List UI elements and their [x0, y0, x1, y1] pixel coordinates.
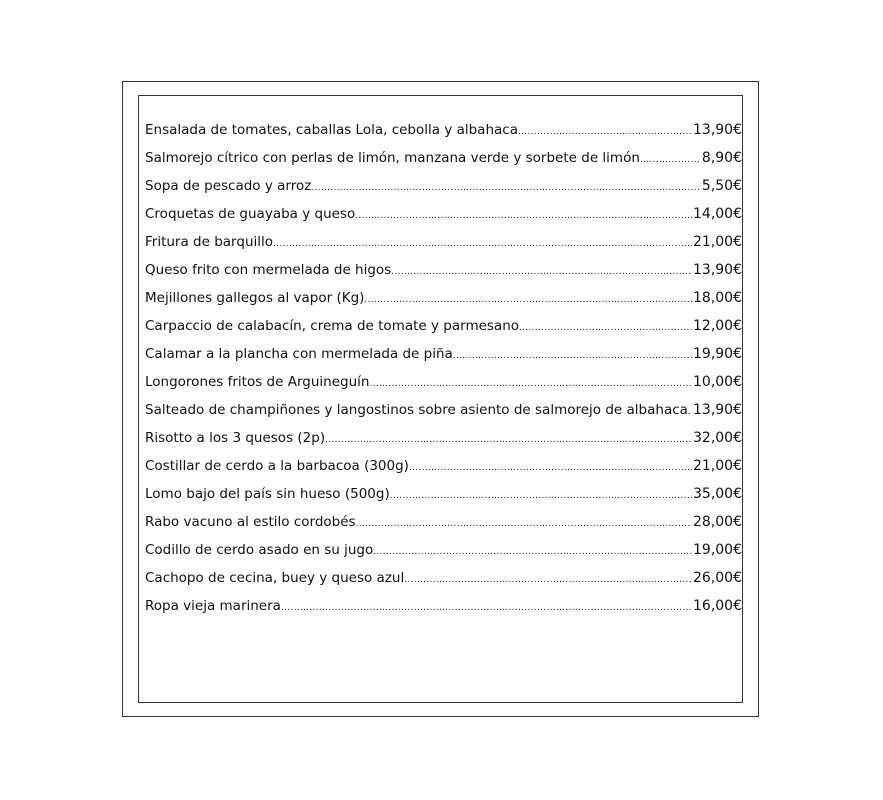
menu-item-name: Salmorejo cítrico con perlas de limón, manzana verde y sorbete de limón	[145, 150, 640, 166]
dot-leader	[369, 379, 692, 389]
menu-item-name: Salteado de champiñones y langostinos sobre asiento de salmorejo de albahaca	[145, 402, 688, 418]
dot-leader	[404, 575, 692, 585]
menu-item-name: Risotto a los 3 quesos (2p)	[145, 430, 326, 446]
menu-item	[145, 598, 742, 626]
menu-item-name: Sopa de pescado y arroz	[145, 178, 312, 194]
menu-item-price: 5,50€	[701, 178, 742, 194]
menu-item-name: Fritura de barquillo	[145, 234, 274, 250]
menu-item	[145, 290, 742, 318]
menu-item-price: 8,90€	[701, 150, 742, 166]
dot-leader	[325, 435, 692, 445]
menu-item-price: 14,00€	[693, 206, 742, 222]
menu-item	[145, 486, 742, 514]
menu-item-price: 26,00€	[693, 570, 742, 586]
menu-item-price: 19,90€	[693, 346, 742, 362]
menu-item	[145, 206, 742, 234]
menu-item-name: Costillar de cerdo a la barbacoa (300g)	[145, 458, 409, 474]
menu-item-price: 12,00€	[693, 318, 742, 334]
menu-item-price: 35,00€	[693, 486, 742, 502]
dot-leader	[373, 547, 692, 557]
menu-item-name: Calamar a la plancha con mermelada de piña	[145, 346, 453, 362]
menu-item-price: 13,90€	[693, 402, 742, 418]
dot-leader	[355, 211, 692, 221]
dot-leader	[453, 351, 692, 361]
menu-item	[145, 234, 742, 262]
menu-item-price: 13,90€	[693, 122, 742, 138]
menu-list	[145, 122, 742, 626]
menu-item	[145, 542, 742, 570]
dot-leader	[518, 127, 692, 137]
menu-item	[145, 458, 742, 486]
menu-item-price: 32,00€	[693, 430, 742, 446]
dot-leader	[364, 295, 692, 305]
menu-item	[145, 150, 742, 178]
menu-item-name: Codillo de cerdo asado en su jugo	[145, 542, 374, 558]
menu-item-price: 21,00€	[693, 234, 742, 250]
dot-leader	[390, 491, 692, 501]
dot-leader	[688, 407, 692, 417]
menu-item	[145, 430, 742, 458]
menu-item	[145, 570, 742, 598]
menu-item	[145, 178, 742, 206]
menu-item-price: 18,00€	[693, 290, 742, 306]
menu-item-price: 13,90€	[693, 262, 742, 278]
menu-item	[145, 514, 742, 542]
dot-leader	[356, 519, 692, 529]
dot-leader	[273, 239, 692, 249]
menu-item-name: Lomo bajo del país sin hueso (500g)	[145, 486, 390, 502]
menu-item	[145, 402, 742, 430]
dot-leader	[391, 267, 692, 277]
dot-leader	[281, 603, 692, 613]
menu-item	[145, 374, 742, 402]
menu-item	[145, 318, 742, 346]
menu-item-price: 28,00€	[693, 514, 742, 530]
menu-item-price: 16,00€	[693, 598, 742, 614]
dot-leader	[311, 183, 701, 193]
dot-leader	[640, 155, 701, 165]
menu-item-name: Ropa vieja marinera	[145, 598, 281, 614]
menu-item-name: Croquetas de guayaba y queso	[145, 206, 356, 222]
dot-leader	[519, 323, 692, 333]
dot-leader	[409, 463, 692, 473]
menu-inner-frame	[138, 95, 743, 703]
menu-item-name: Mejillones gallegos al vapor (Kg)	[145, 290, 365, 306]
menu-item-name: Cachopo de cecina, buey y queso azul	[145, 570, 405, 586]
menu-item	[145, 262, 742, 290]
menu-item	[145, 346, 742, 374]
menu-item-price: 10,00€	[693, 374, 742, 390]
menu-item	[145, 122, 742, 150]
menu-item-price: 19,00€	[693, 542, 742, 558]
menu-outer-frame	[122, 81, 759, 717]
menu-item-name: Longorones fritos de Arguineguín	[145, 374, 370, 390]
menu-item-name: Ensalada de tomates, caballas Lola, cebolla y albahaca	[145, 122, 518, 138]
menu-item-name: Queso frito con mermelada de higos	[145, 262, 392, 278]
menu-item-price: 21,00€	[693, 458, 742, 474]
menu-item-name: Carpaccio de calabacín, crema de tomate y parmesano	[145, 318, 520, 334]
menu-item-name: Rabo vacuno al estilo cordobés	[145, 514, 356, 530]
